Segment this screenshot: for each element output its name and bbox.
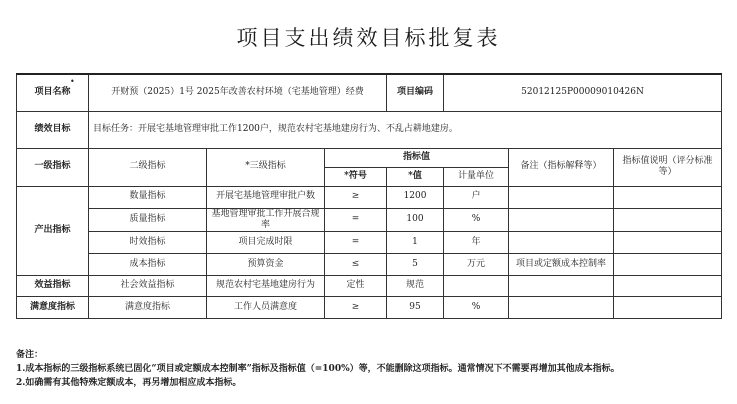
row-level3: 工作人员满意度 <box>207 297 325 319</box>
header-remark: 备注（指标解释等） <box>509 148 614 186</box>
header-symbol: *符号 <box>325 167 387 186</box>
row-remark <box>509 276 614 297</box>
goal-row <box>17 111 722 148</box>
row-explanation <box>614 186 722 208</box>
goal-label: 绩效目标 <box>17 111 89 148</box>
table-row <box>17 232 722 254</box>
table-row <box>17 276 722 297</box>
row-level3: 开展宅基地管理审批户数 <box>207 186 325 208</box>
row-level2: 满意度指标 <box>89 297 207 319</box>
table-row <box>17 254 722 276</box>
row-remark <box>509 232 614 254</box>
project-name-label: 项目名称 <box>17 74 89 111</box>
project-row <box>17 74 722 111</box>
row-symbol: ≥ <box>325 186 387 208</box>
group-benefit: 效益指标 <box>17 276 89 297</box>
header-explanation: 指标值说明（评分标准等） <box>614 148 722 186</box>
row-symbol: = <box>325 232 387 254</box>
scan-dot: • <box>70 77 75 86</box>
row-symbol: 定性 <box>325 276 387 297</box>
row-remark <box>509 186 614 208</box>
table-row <box>17 297 722 319</box>
row-unit: % <box>444 208 509 232</box>
row-remark <box>509 297 614 319</box>
group-satisfaction: 满意度指标 <box>17 297 89 319</box>
row-remark: 项目或定额成本控制率 <box>509 254 614 276</box>
row-explanation <box>614 254 722 276</box>
project-code-value: 52012125P00009010426N <box>444 74 722 111</box>
row-unit: 万元 <box>444 254 509 276</box>
row-symbol: ≤ <box>325 254 387 276</box>
row-level3: 规范农村宅基地建房行为 <box>207 276 325 297</box>
project-code-label: 项目编码 <box>387 74 444 111</box>
row-value: 5 <box>387 254 444 276</box>
row-value: 1200 <box>387 186 444 208</box>
row-level2: 数量指标 <box>89 186 207 208</box>
goal-value: 目标任务：开展宅基地管理审批工作1200户，规范农村宅基地建房行为、不乱占耕地建房。 <box>89 111 722 148</box>
row-symbol: = <box>325 208 387 232</box>
row-unit: % <box>444 297 509 319</box>
project-name-value: 开财预（2025）1号 2025年改善农村环境（宅基地管理）经费 <box>89 74 387 111</box>
header-level1: 一级指标 <box>17 148 89 186</box>
row-level2: 成本指标 <box>89 254 207 276</box>
row-level3: 基地管理审批工作开展合规率 <box>207 208 325 232</box>
row-value: 100 <box>387 208 444 232</box>
row-unit <box>444 276 509 297</box>
row-value: 95 <box>387 297 444 319</box>
row-level2: 社会效益指标 <box>89 276 207 297</box>
header-level2: 二级指标 <box>89 148 207 186</box>
row-remark <box>509 208 614 232</box>
row-level3: 预算资金 <box>207 254 325 276</box>
note-line-2: 2.如确需有其他特殊定额成本，再另增加相应成本指标。 <box>16 378 242 388</box>
header-value: *值 <box>387 167 444 186</box>
row-unit: 户 <box>444 186 509 208</box>
group-output: 产出指标 <box>17 186 89 276</box>
table-row <box>17 186 722 208</box>
page-title: 项目支出绩效目标批复表 <box>236 26 501 50</box>
notes-title: 备注： <box>16 350 44 360</box>
row-explanation <box>614 232 722 254</box>
notes-section <box>16 348 721 390</box>
row-value: 1 <box>387 232 444 254</box>
row-unit: 年 <box>444 232 509 254</box>
note-line-1: 1.成本指标的三级指标系统已固化“项目或定额成本控制率”指标及指标值（=100%）等，不能删除这项指标。通常情况下不需要再增加其他成本指标。 <box>16 364 620 374</box>
row-symbol: ≥ <box>325 297 387 319</box>
header-row-1 <box>17 148 722 167</box>
row-level2: 质量指标 <box>89 208 207 232</box>
header-level3: *三级指标 <box>207 148 325 186</box>
header-unit: 计量单位 <box>444 167 509 186</box>
table-row <box>17 208 722 232</box>
header-indicator-value: 指标值 <box>325 148 509 167</box>
row-explanation <box>614 208 722 232</box>
row-level2: 时效指标 <box>89 232 207 254</box>
row-level3: 项目完成时限 <box>207 232 325 254</box>
performance-table <box>16 73 722 319</box>
row-value: 规范 <box>387 276 444 297</box>
row-explanation <box>614 276 722 297</box>
row-explanation <box>614 297 722 319</box>
